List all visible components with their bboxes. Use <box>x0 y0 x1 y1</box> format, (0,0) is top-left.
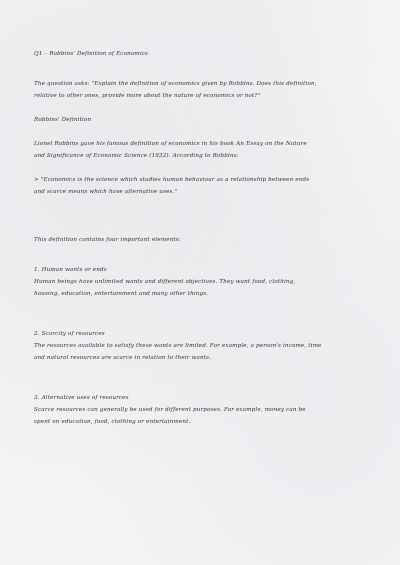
quote-line-2: and scarce means which have alternative uses." <box>34 189 178 195</box>
point-2-title: 2. Scarcity of resources <box>34 331 105 337</box>
quote-line-1: > "Economics is the science which studies human behaviour as a relationship between ends <box>34 177 310 183</box>
point-3-body-1: Scarce resources can generally be used for different purposes. For example, money can be <box>34 407 306 413</box>
question-line-1: The question asks: "Explain the definition of economics given by Robbins. Does this definition, <box>34 81 317 87</box>
point-1-body-2: housing, education, entertainment and many other things. <box>34 291 209 297</box>
point-2-body-1: The resources available to satisfy these wants are limited. For example, a person's income, time <box>34 343 322 349</box>
elements-intro: This definition contains four important elements: <box>34 237 181 243</box>
heading: Q1 – Robbins' Definition of Economics <box>34 51 149 57</box>
point-3-body-2: spent on education, food, clothing or entertainment. <box>34 419 191 425</box>
intro-line-2: and Significance of Economic Science (1932). According to Robbins: <box>34 153 239 159</box>
section-title: Robbins' Definition <box>34 117 92 123</box>
point-2-body-2: and natural resources are scarce in relation to their wants. <box>34 355 212 361</box>
point-1-body-1: Human beings have unlimited wants and different objectives. They want food, clothing, <box>34 279 296 285</box>
intro-line-1: Lionel Robbins gave his famous definition of economics in his book An Essay on the Nature <box>34 141 307 147</box>
point-1-title: 1. Human wants or ends <box>34 267 107 273</box>
point-3-title: 3. Alternative uses of resources <box>34 395 129 401</box>
question-line-2: relative to other ones, provide more about the nature of economics or not?" <box>34 93 261 99</box>
